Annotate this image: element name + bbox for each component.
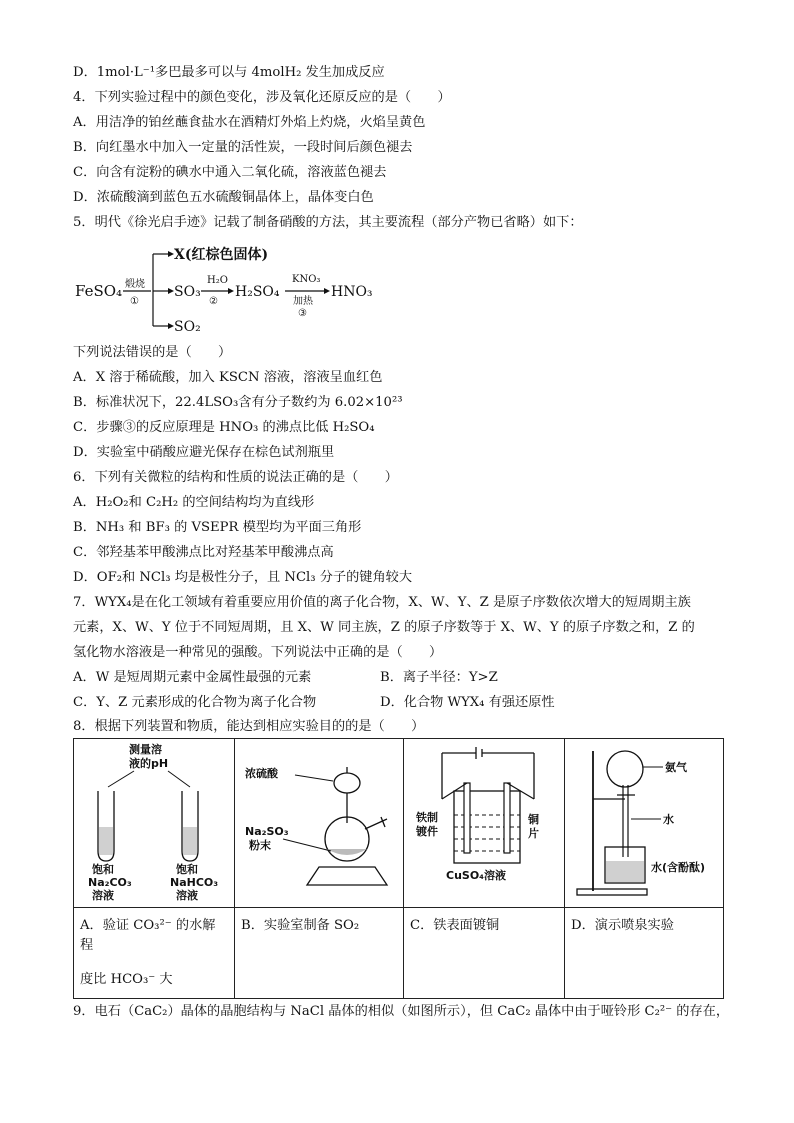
q6-option-a: A．H₂O₂和 C₂H₂ 的空间结构均为直线形 (73, 495, 315, 510)
q3-option-d: D．1mol·L⁻¹多巴最多可以与 4molH₂ 发生加成反应 (73, 65, 385, 80)
q7-stem-line3: 氢化物水溶液是一种常见的强酸。下列说法中正确的是（ ） (73, 645, 443, 660)
d-label1: 氨气 (665, 761, 687, 774)
q6-option-d: D．OF₂和 NCl₃ 均是极性分子，且 NCl₃ 分子的键角较大 (73, 570, 413, 585)
q4-stem: 4．下列实验过程中的颜色变化，涉及氧化还原反应的是（ ） (73, 90, 451, 105)
q4-option-a: A．用洁净的铂丝蘸食盐水在酒精灯外焰上灼烧，火焰呈黄色 (73, 115, 426, 130)
q4-option-b: B．向红墨水中加入一定量的活性炭，一段时间后颜色褪去 (73, 140, 413, 155)
q9-stem: 9．电石（CaC₂）晶体的晶胞结构与 NaCl 晶体的相似（如图所示），但 CaC₂ 晶体中由于哑铃形 C₂²⁻ 的存在， (73, 1004, 730, 1019)
flow-step2-top: H₂O (207, 275, 228, 286)
q7-stem-line1: 7．WYX₄是在化工领域有着重要应用价值的离子化合物，X、W、Y、Z 是原子序数依次增大的短周期主族 (73, 595, 691, 610)
b-label1: 浓硫酸 (245, 767, 278, 780)
b-label3: 粉末 (249, 839, 271, 852)
q8-stem: 8．根据下列装置和物质，能达到相应实验目的的是（ ） (73, 719, 425, 734)
d-label2: 水 (663, 813, 674, 826)
apparatus-c-caption (404, 908, 565, 999)
a-left-label3: 溶液 (92, 889, 114, 902)
a-label-top1: 测量溶 (129, 743, 162, 756)
flow-so3: SO₃ (174, 284, 201, 300)
q6-option-b: B．NH₃ 和 BF₃ 的 VSEPR 模型均为平面三角形 (73, 520, 362, 535)
q7-stem-line2: 元素，X、W、Y 位于不同短周期，且 X、W 同主族，Z 的原子序数等于 X、W、Y 的原子序数之和，Z 的 (73, 620, 695, 635)
d-label3: 水(含酚酞) (651, 861, 706, 874)
apparatus-b-caption (235, 908, 404, 999)
apparatus-a-caption (74, 908, 235, 999)
flow-step2-num: ② (209, 296, 218, 307)
a-right-label3: 溶液 (176, 889, 198, 902)
q7-option-d: D．化合物 WYX₄ 有强还原性 (380, 695, 555, 710)
a-left-label2: Na₂CO₃ (88, 876, 132, 889)
flow-start: FeSO₄ (75, 282, 123, 300)
apparatus-d-caption (565, 908, 724, 999)
c-label3: 铜 (528, 813, 539, 826)
q7-option-b: B．离子半径：Y>Z (380, 670, 498, 685)
a-right-label2: NaHCO₃ (170, 876, 219, 889)
flow-step3-num: ③ (298, 308, 307, 319)
q4-option-c: C．向含有淀粉的碘水中通入二氧化硫，溶液蓝色褪去 (73, 165, 387, 180)
q6-option-c: C．邻羟基苯甲酸沸点比对羟基苯甲酸沸点高 (73, 545, 334, 560)
flow-step3-top: KNO₃ (292, 274, 321, 285)
flow-so2: SO₂ (174, 319, 201, 335)
a-left-label1: 饱和 (92, 863, 114, 876)
q4-option-d: D．浓硫酸滴到蓝色五水硫酸铜晶体上，晶体变白色 (73, 190, 374, 205)
d-caption: D．演示喷泉实验 (571, 918, 674, 933)
b-caption: B．实验室制备 SO₂ (241, 918, 360, 933)
a-label-top2: 液的pH (129, 757, 169, 770)
b-label2: Na₂SO₃ (245, 825, 289, 838)
q5-option-c: C．步骤③的反应原理是 HNO₃ 的沸点比低 H₂SO₄ (73, 420, 375, 435)
apparatus-c-figure (404, 739, 565, 908)
flow-step1-top: 煅烧 (125, 279, 145, 290)
flow-hno3: HNO₃ (331, 284, 373, 300)
apparatus-d-figure (565, 739, 724, 908)
q5-option-a: A．X 溶于稀硫酸，加入 KSCN 溶液，溶液呈血红色 (73, 370, 383, 385)
flow-step1-num: ① (130, 296, 139, 307)
q5-flow-diagram (73, 246, 403, 336)
c-label1: 铁制 (416, 811, 438, 824)
c-label4: 片 (528, 827, 539, 840)
a-caption-line1: A．验证 CO₃²⁻ 的水解程 (80, 918, 216, 953)
q5-option-d: D．实验室中硝酸应避光保存在棕色试剂瓶里 (73, 445, 335, 460)
q8-apparatus-table (73, 738, 724, 999)
q5-stem: 5．明代《徐光启手迹》记载了制备硝酸的方法，其主要流程（部分产物已省略）如下： (73, 215, 583, 230)
c-label2: 镀件 (416, 825, 438, 838)
flow-step3-mid: 加热 (293, 296, 313, 307)
q7-option-c: C．Y、Z 元素形成的化合物为离子化合物 (73, 695, 317, 710)
a-caption-line2: 度比 HCO₃⁻ 大 (80, 972, 173, 987)
flow-h2so4: H₂SO₄ (235, 284, 280, 300)
apparatus-b-figure (235, 739, 404, 908)
q5-option-b: B．标准状况下，22.4LSO₃含有分子数约为 6.02×10²³ (73, 395, 403, 410)
flow-x-product: X(红棕色固体) (174, 247, 269, 263)
q5-question: 下列说法错误的是（ ） (73, 345, 232, 360)
c-caption: C．铁表面镀铜 (410, 918, 500, 933)
apparatus-a-figure (74, 739, 235, 908)
q6-stem: 6．下列有关微粒的结构和性质的说法正确的是（ ） (73, 470, 398, 485)
q7-option-a: A．W 是短周期元素中金属性最强的元素 (73, 670, 312, 685)
c-label5: CuSO₄溶液 (446, 869, 506, 882)
a-right-label1: 饱和 (176, 863, 198, 876)
